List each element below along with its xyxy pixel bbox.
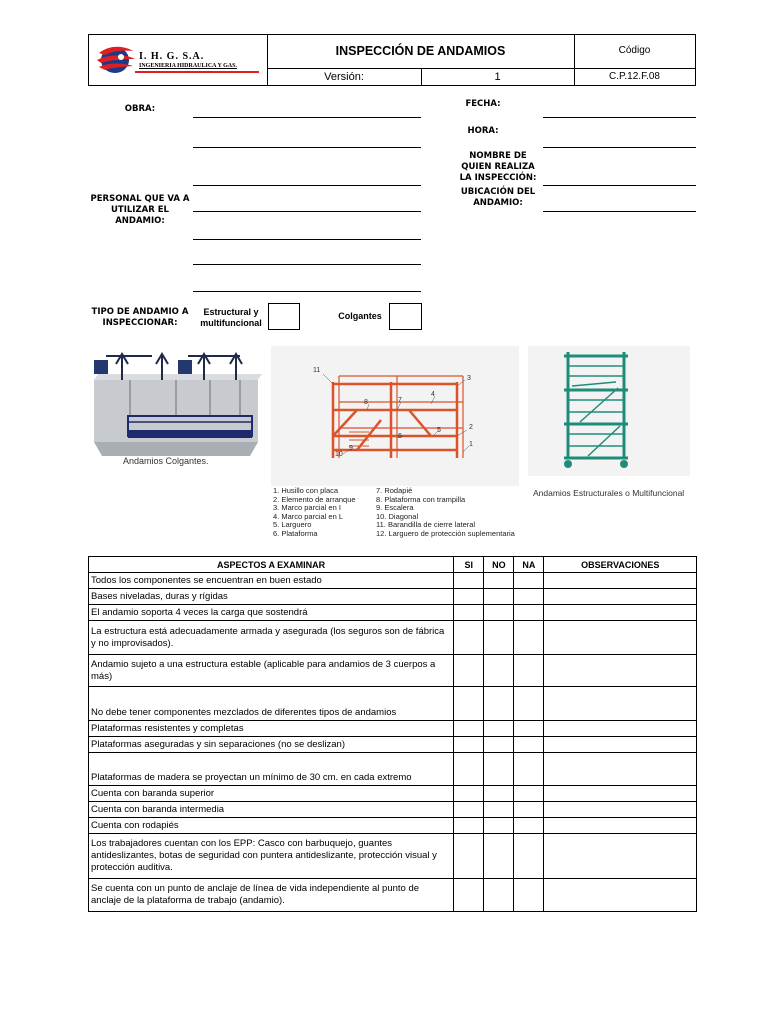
fecha-field[interactable] — [543, 117, 696, 118]
si-cell[interactable] — [454, 753, 484, 786]
callout-label: 10 — [335, 451, 343, 458]
ubicacion-field[interactable] — [543, 211, 696, 212]
si-cell[interactable] — [454, 834, 484, 879]
observaciones-cell[interactable] — [544, 721, 697, 737]
obra-field-line3[interactable] — [193, 185, 421, 186]
version-value: 1 — [494, 71, 501, 83]
header-no: NO — [484, 557, 514, 573]
na-cell[interactable] — [514, 802, 544, 818]
inspector-field[interactable] — [543, 185, 696, 186]
legend-item: 8. Plataforma con trampilla — [376, 494, 466, 504]
callout-label: 1 — [469, 441, 473, 448]
aspect-text: Todos los componentes se encuentran en buen estado — [89, 573, 454, 589]
code-value: C.P.12.F.08 — [609, 71, 660, 82]
table-row — [89, 605, 697, 621]
table-row — [89, 786, 697, 802]
aspect-text: Se cuenta con un punto de anclaje de línea de vida independiente al punto de anclaje de la plataforma de trabajo (andamio). — [89, 879, 454, 912]
callout-label: 8 — [364, 399, 368, 406]
aspect-text: Cuenta con baranda superior — [89, 786, 454, 802]
si-cell[interactable] — [454, 687, 484, 721]
personal-label: PERSONAL QUE VA A UTILIZAR EL ANDAMIO: — [90, 194, 190, 226]
diagram-legend-col2 — [376, 487, 520, 538]
fecha-label: FECHA: — [465, 99, 501, 109]
company-subtitle: INGENIERIA HIDRAULICA Y GAS. — [139, 63, 237, 69]
table-row — [89, 687, 697, 721]
tipo-andamio-label: TIPO DE ANDAMIO A INSPECCIONAR: — [91, 307, 189, 328]
aspect-text: El andamio soporta 4 veces la carga que sostendrá — [89, 605, 454, 621]
legend-item: 6. Plataforma — [273, 528, 318, 538]
aspect-text: Plataformas resistentes y completas — [89, 721, 454, 737]
table-row — [89, 879, 697, 912]
na-cell[interactable] — [514, 834, 544, 879]
na-cell[interactable] — [514, 573, 544, 589]
no-cell[interactable] — [484, 573, 514, 589]
callout-label: 2 — [469, 424, 473, 431]
legend-item: 5. Larguero — [273, 520, 312, 529]
observaciones-cell[interactable] — [544, 655, 697, 687]
legend-item: 4. Marco parcial en L — [273, 511, 344, 521]
logo-underline — [135, 71, 259, 73]
aspect-text: Plataformas de madera se proyectan un mínimo de 30 cm. en cada extremo — [89, 753, 454, 786]
table-row — [89, 737, 697, 753]
header-na: NA — [514, 557, 544, 573]
inspector-label: NOMBRE DE QUIEN REALIZA LA INSPECCIÓN: — [459, 151, 537, 183]
obra-label: OBRA: — [124, 104, 156, 114]
no-cell[interactable] — [484, 605, 514, 621]
document-header — [88, 34, 696, 86]
observaciones-cell[interactable] — [544, 834, 697, 879]
header-aspectos: ASPECTOS A EXAMINAR — [89, 557, 454, 573]
table-row — [89, 655, 697, 687]
observaciones-cell[interactable] — [544, 753, 697, 786]
aspect-text: Bases niveladas, duras y rígidas — [89, 589, 454, 605]
legend-item: 1. Husillo con placa — [273, 486, 339, 495]
callout-label: 11 — [313, 367, 321, 374]
observaciones-cell[interactable] — [544, 802, 697, 818]
option-colgantes-label: Colgantes — [338, 311, 382, 321]
estructurales-caption: Andamios Estructurales o Multifuncional — [533, 488, 685, 498]
aspect-text: Andamio sujeto a una estructura estable (aplicable para andamios de 3 cuerpos a más) — [89, 655, 454, 687]
personal-field-line4[interactable] — [193, 291, 421, 292]
na-cell[interactable] — [514, 737, 544, 753]
si-cell[interactable] — [454, 802, 484, 818]
estructural-checkbox[interactable] — [268, 303, 300, 330]
ubicacion-label: UBICACIÓN DEL ANDAMIO: — [460, 187, 536, 208]
legend-item: 12. Larguero de protección suplementaria — [376, 528, 515, 538]
table-row — [89, 721, 697, 737]
obra-field-line2[interactable] — [193, 147, 421, 148]
si-cell[interactable] — [454, 589, 484, 605]
header-si: SI — [454, 557, 484, 573]
no-cell[interactable] — [484, 687, 514, 721]
aspect-text: La estructura está adecuadamente armada y asegurada (los seguros son de fábrica y no improvisados). — [89, 621, 454, 655]
table-row — [89, 589, 697, 605]
table-row — [89, 834, 697, 879]
header-observaciones: OBSERVACIONES — [544, 557, 697, 573]
observaciones-cell[interactable] — [544, 737, 697, 753]
callout-label: 3 — [467, 375, 471, 382]
na-cell[interactable] — [514, 786, 544, 802]
structural-scaffold-illustration — [528, 346, 690, 476]
legend-item: 9. Escalera — [376, 503, 414, 512]
table-row — [89, 573, 697, 589]
personal-field-line2[interactable] — [193, 239, 421, 240]
observaciones-cell[interactable] — [544, 573, 697, 589]
observaciones-cell[interactable] — [544, 818, 697, 834]
callout-label: 7 — [398, 397, 402, 404]
si-cell[interactable] — [454, 879, 484, 912]
document-title: INSPECCIÓN DE ANDAMIOS — [335, 44, 506, 58]
diagram-legend-col1 — [273, 487, 373, 538]
si-cell[interactable] — [454, 655, 484, 687]
aspect-text: No debe tener componentes mezclados de diferentes tipos de andamios — [89, 687, 454, 721]
colgantes-checkbox[interactable] — [389, 303, 422, 330]
table-row — [89, 818, 697, 834]
company-logo — [93, 41, 137, 79]
si-cell[interactable] — [454, 573, 484, 589]
si-cell[interactable] — [454, 786, 484, 802]
observaciones-cell[interactable] — [544, 687, 697, 721]
legend-item: 7. Rodapié — [376, 486, 413, 495]
no-cell[interactable] — [484, 879, 514, 912]
no-cell[interactable] — [484, 818, 514, 834]
table-row — [89, 621, 697, 655]
aspect-text: Cuenta con rodapiés — [89, 818, 454, 834]
na-cell[interactable] — [514, 605, 544, 621]
legend-item: 2. Elemento de arranque — [273, 494, 356, 504]
table-row — [89, 753, 697, 786]
company-name: I. H. G. S.A. — [139, 51, 205, 62]
no-cell[interactable] — [484, 737, 514, 753]
callout-label: 9 — [349, 445, 353, 452]
legend-item: 3. Marco parcial en I — [273, 503, 341, 512]
legend-item: 10. Diagonal — [376, 511, 419, 521]
hora-field[interactable] — [543, 147, 696, 148]
observaciones-cell[interactable] — [544, 589, 697, 605]
inspection-checklist-table — [88, 556, 697, 912]
observaciones-cell[interactable] — [544, 621, 697, 655]
na-cell[interactable] — [514, 621, 544, 655]
version-label: Versión: — [324, 71, 364, 83]
frame-scaffold-diagram — [271, 346, 519, 486]
no-cell[interactable] — [484, 753, 514, 786]
si-cell[interactable] — [454, 605, 484, 621]
obra-field[interactable] — [193, 117, 421, 118]
na-cell[interactable] — [514, 687, 544, 721]
legend-item: 11. Barandilla de cierre lateral — [376, 520, 476, 529]
table-header-row — [89, 557, 697, 573]
aspect-text: Cuenta con baranda intermedia — [89, 802, 454, 818]
si-cell[interactable] — [454, 818, 484, 834]
aspect-text: Plataformas aseguradas y sin separaciones (no se deslizan) — [89, 737, 454, 753]
no-cell[interactable] — [484, 621, 514, 655]
no-cell[interactable] — [484, 655, 514, 687]
na-cell[interactable] — [514, 879, 544, 912]
table-row — [89, 802, 697, 818]
na-cell[interactable] — [514, 818, 544, 834]
callout-label: 4 — [431, 391, 435, 398]
si-cell[interactable] — [454, 737, 484, 753]
si-cell[interactable] — [454, 621, 484, 655]
no-cell[interactable] — [484, 834, 514, 879]
observaciones-cell[interactable] — [544, 879, 697, 912]
callout-label: 6 — [398, 433, 402, 440]
si-cell[interactable] — [454, 721, 484, 737]
na-cell[interactable] — [514, 753, 544, 786]
personal-field[interactable] — [193, 211, 421, 212]
observaciones-cell[interactable] — [544, 786, 697, 802]
observaciones-cell[interactable] — [544, 605, 697, 621]
callout-label: 5 — [437, 427, 441, 434]
code-label: Código — [618, 45, 651, 56]
no-cell[interactable] — [484, 721, 514, 737]
na-cell[interactable] — [514, 655, 544, 687]
no-cell[interactable] — [484, 589, 514, 605]
aspect-text: Los trabajadores cuentan con los EPP: Casco con barbuquejo, guantes antideslizantes, botas de seguridad con puntera antideslizante, protección visual y protección auditiva. — [89, 834, 454, 879]
hora-label: HORA: — [467, 126, 499, 136]
no-cell[interactable] — [484, 802, 514, 818]
colgantes-caption: Andamios Colgantes. — [123, 456, 209, 466]
option-estructural-label: Estructural y multifuncional — [200, 307, 262, 328]
no-cell[interactable] — [484, 786, 514, 802]
personal-field-line3[interactable] — [193, 264, 421, 265]
na-cell[interactable] — [514, 589, 544, 605]
na-cell[interactable] — [514, 721, 544, 737]
